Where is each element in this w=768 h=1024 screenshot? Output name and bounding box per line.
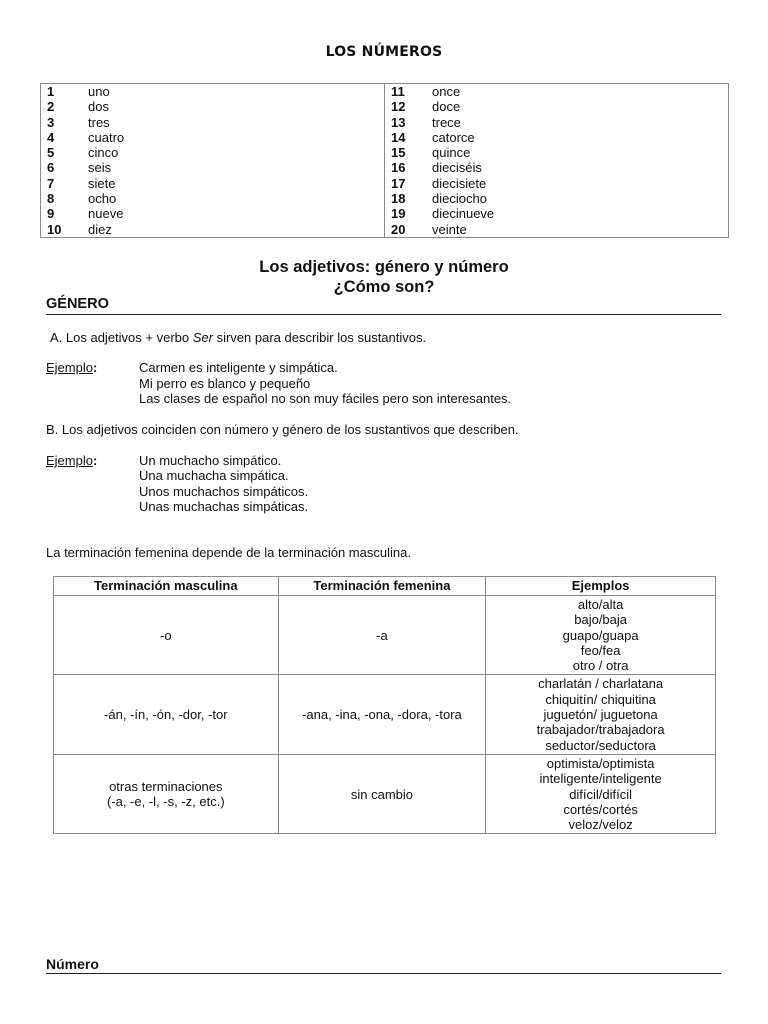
number-row bbox=[41, 115, 384, 130]
masculine-ending: -o bbox=[160, 627, 172, 643]
number-word: veinte bbox=[432, 221, 467, 237]
point-a-prefix: A. Los adjetivos + verbo bbox=[50, 330, 193, 345]
example-pair: alto/alta bbox=[577, 597, 624, 612]
example-label-colon: : bbox=[92, 360, 98, 375]
feminine-cell: -ana, -ina, -ona, -dora, -tora bbox=[278, 675, 486, 754]
section-subtitle: ¿Cómo son? bbox=[333, 278, 435, 296]
number-digit: 19 bbox=[391, 206, 406, 222]
examples-cell bbox=[486, 596, 716, 675]
header-masculine: Terminación masculina bbox=[54, 577, 279, 596]
number-word: uno bbox=[88, 84, 110, 99]
numero-heading: Número bbox=[46, 955, 721, 974]
point-a-italic: Ser bbox=[192, 330, 213, 345]
number-digit: 18 bbox=[391, 191, 406, 207]
header-feminine: Terminación femenina bbox=[278, 577, 486, 596]
number-digit: 15 bbox=[391, 145, 406, 161]
number-word: siete bbox=[88, 175, 116, 191]
feminine-cell: -a bbox=[278, 596, 486, 675]
numbers-column-right bbox=[384, 84, 728, 237]
header-examples: Ejemplos bbox=[486, 577, 716, 596]
number-digit: 2 bbox=[47, 99, 55, 115]
examples-cell bbox=[486, 675, 716, 754]
number-row bbox=[385, 206, 728, 221]
number-digit: 1 bbox=[47, 84, 55, 99]
number-digit: 20 bbox=[391, 221, 406, 237]
example-line: Unos muchachos simpáticos. bbox=[139, 484, 309, 499]
example-pair: difícil/difícil bbox=[569, 786, 633, 802]
number-digit: 16 bbox=[391, 160, 406, 176]
number-row bbox=[41, 130, 384, 145]
point-a-suffix: sirven para describir los sustantivos. bbox=[212, 330, 427, 345]
example-label bbox=[46, 360, 97, 375]
example-line: Mi perro es blanco y pequeño bbox=[139, 376, 311, 391]
number-word: quince bbox=[432, 145, 471, 161]
number-row bbox=[41, 176, 384, 191]
example-pair: bajo/baja bbox=[574, 612, 628, 628]
example-pair: juguetón/ juguetona bbox=[543, 707, 658, 723]
number-row bbox=[385, 191, 728, 206]
example-line: Las clases de español no son muy fáciles pero son interesantes. bbox=[139, 391, 512, 406]
number-row bbox=[41, 99, 384, 114]
number-digit: 14 bbox=[391, 129, 406, 145]
example-pair: optimista/optimista bbox=[546, 755, 655, 771]
example-label-text: Ejemplo bbox=[46, 360, 93, 375]
example-pair: guapo/guapa bbox=[562, 627, 639, 643]
example-pair: inteligente/inteligente bbox=[539, 771, 662, 787]
number-word: ocho bbox=[88, 191, 117, 207]
example-pair: charlatán / charlatana bbox=[538, 676, 664, 692]
example-pair: chiquitín/ chiquitina bbox=[545, 691, 656, 707]
number-row bbox=[385, 160, 728, 175]
point-a-text bbox=[50, 330, 426, 345]
number-digit: 12 bbox=[391, 99, 406, 115]
number-row bbox=[385, 145, 728, 160]
examples-cell bbox=[486, 754, 716, 833]
number-row bbox=[385, 222, 728, 237]
feminine-note: La terminación femenina depende de la terminación masculina. bbox=[46, 545, 411, 560]
number-word: doce bbox=[432, 99, 461, 115]
example-label-text: Ejemplo bbox=[46, 453, 93, 468]
number-digit: 11 bbox=[391, 84, 405, 99]
number-row bbox=[385, 115, 728, 130]
number-word: once bbox=[432, 84, 461, 99]
number-word: dieciséis bbox=[432, 160, 482, 176]
number-word: trece bbox=[432, 114, 461, 130]
example-pair: seductor/seductora bbox=[545, 737, 656, 753]
example-line: Carmen es inteligente y simpática. bbox=[139, 360, 338, 375]
number-word: seis bbox=[88, 160, 112, 176]
number-word: diez bbox=[88, 221, 112, 237]
number-word: diecisiete bbox=[432, 175, 487, 191]
number-digit: 9 bbox=[47, 206, 55, 222]
number-row bbox=[385, 84, 728, 99]
example-pair: otro / otra bbox=[572, 658, 629, 674]
number-word: cuatro bbox=[88, 129, 125, 145]
number-row bbox=[385, 176, 728, 191]
number-row bbox=[41, 206, 384, 221]
number-digit: 17 bbox=[391, 175, 406, 191]
number-digit: 6 bbox=[47, 160, 55, 176]
example-label-colon: : bbox=[92, 453, 98, 468]
section-title: Los adjetivos: género y número bbox=[259, 258, 509, 276]
number-word: catorce bbox=[432, 129, 475, 145]
example-line: Una muchacha simpática. bbox=[139, 468, 289, 483]
table-row bbox=[54, 754, 716, 833]
masculine-cell bbox=[54, 675, 279, 754]
number-digit: 5 bbox=[47, 145, 55, 161]
example-line: Unas muchachas simpáticas. bbox=[139, 499, 309, 514]
number-digit: 10 bbox=[47, 221, 62, 237]
number-word: diecinueve bbox=[432, 206, 495, 222]
number-digit: 3 bbox=[47, 114, 55, 130]
number-row bbox=[385, 130, 728, 145]
number-word: dos bbox=[88, 99, 109, 115]
masculine-ending: -án, -ín, -ón, -dor, -tor bbox=[104, 707, 228, 723]
number-word: tres bbox=[88, 114, 110, 130]
table-header-row bbox=[54, 577, 716, 596]
number-row bbox=[41, 222, 384, 237]
masculine-cell bbox=[54, 596, 279, 675]
number-word: nueve bbox=[88, 206, 124, 222]
number-digit: 13 bbox=[391, 114, 406, 130]
example-pair: veloz/veloz bbox=[568, 817, 633, 833]
masculine-cell bbox=[54, 754, 279, 833]
genero-heading: GÉNERO bbox=[46, 294, 721, 315]
example-line: Un muchacho simpático. bbox=[139, 453, 282, 468]
number-word: dieciocho bbox=[432, 191, 487, 207]
numbers-column-left bbox=[41, 84, 384, 237]
number-row bbox=[41, 145, 384, 160]
masculine-ending: otras terminaciones bbox=[109, 778, 223, 794]
number-row bbox=[41, 191, 384, 206]
number-digit: 4 bbox=[47, 129, 55, 145]
example-pair: feo/fea bbox=[580, 642, 621, 658]
masculine-ending-detail: (-a, -e, -l, -s, -z, etc.) bbox=[106, 794, 225, 810]
numbers-table bbox=[40, 83, 729, 238]
number-row bbox=[385, 99, 728, 114]
number-row bbox=[41, 160, 384, 175]
example-pair: trabajador/trabajadora bbox=[536, 722, 665, 738]
table-row bbox=[54, 596, 716, 675]
point-b-text: B. Los adjetivos coinciden con número y género de los sustantivos que describen. bbox=[46, 422, 519, 437]
example-pair: cortés/cortés bbox=[563, 801, 638, 817]
number-digit: 7 bbox=[47, 175, 55, 191]
feminine-cell: sin cambio bbox=[278, 754, 486, 833]
number-word: cinco bbox=[88, 145, 119, 161]
table-row bbox=[54, 675, 716, 754]
number-digit: 8 bbox=[47, 191, 55, 207]
number-row bbox=[41, 84, 384, 99]
page-title: LOS NÚMEROS bbox=[325, 44, 443, 60]
endings-table bbox=[53, 576, 716, 834]
example-label bbox=[46, 453, 97, 468]
